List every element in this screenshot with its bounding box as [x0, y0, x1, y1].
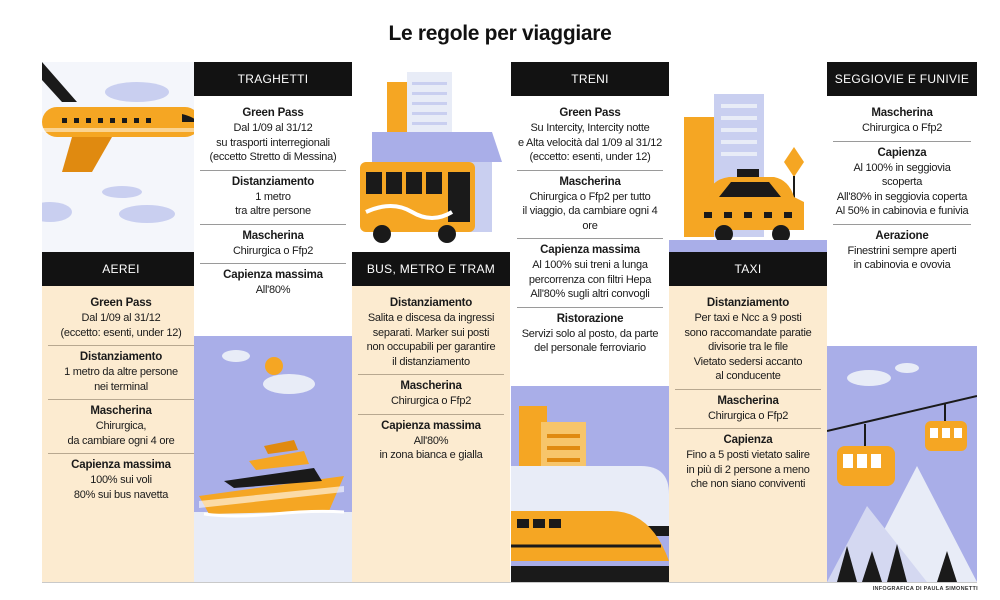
- section-heading: Capienza massima: [540, 244, 640, 256]
- section-heading: Aerazione: [875, 229, 929, 242]
- ferry-illustration: [194, 336, 352, 582]
- section-heading: Capienza: [877, 146, 927, 159]
- panel-aerei: [42, 286, 200, 582]
- section-mascherina: [48, 400, 194, 454]
- section-text: 1 metro tra altre persone: [235, 190, 311, 217]
- section-mascherina: [833, 102, 971, 142]
- bus-icon: [352, 62, 510, 252]
- section-heading: Mascherina: [400, 380, 462, 392]
- column-seggiovie: [827, 62, 977, 582]
- ferry-icon: [194, 336, 352, 582]
- section-mascherina: [517, 171, 663, 240]
- section-heading: Capienza massima: [223, 269, 323, 281]
- bus-illustration: [352, 62, 510, 252]
- section-heading: Mascherina: [717, 394, 779, 407]
- section-text: Chirurgica o Ffp2: [861, 122, 943, 134]
- cable-car-illustration: [827, 346, 977, 582]
- section-green-pass: [200, 102, 346, 171]
- panel-taxi: [669, 286, 827, 582]
- section-heading: Distanziamento: [79, 351, 163, 363]
- header-aerei: AEREI: [42, 252, 200, 286]
- section-capienza-massima: [358, 415, 504, 468]
- panel-traghetti: [194, 96, 352, 336]
- section-text: Fino a 5 posti vietato salire in più di 2 persone a meno che non siano conviventi: [686, 449, 810, 490]
- section-text: Chirurgica o Ffp2: [390, 395, 472, 407]
- section-text: Al 100% in seggiovia scoperta All'80% in seggiovia coperta Al 50% in cabinovia e funivia: [835, 161, 969, 217]
- header-bus: BUS, METRO E TRAM: [352, 252, 510, 286]
- section-text: 100% sui voli 80% sui bus navetta: [73, 474, 169, 501]
- section-mascherina: [358, 375, 504, 415]
- section-text: Su Intercity, Intercity notte e Alta velocità dal 1/09 al 31/12 (eccetto: esenti, under 12): [517, 122, 663, 163]
- section-text: Per taxi e Ncc a 9 posti sono raccomandate paratie divisorie tra le file Vietato sedersi accanto al conducente: [684, 312, 812, 382]
- airplane-icon: [42, 62, 200, 252]
- taxi-illustration: [669, 62, 827, 252]
- taxi-icon: [669, 62, 827, 252]
- section-heading: Capienza massima: [71, 459, 171, 471]
- section-text: All'80% in zona bianca e gialla: [379, 434, 483, 461]
- column-traghetti: [194, 62, 352, 582]
- column-aerei: [42, 62, 200, 582]
- section-heading: Mascherina: [871, 107, 933, 119]
- section-text: Chirurgica o Ffp2: [707, 409, 789, 422]
- header-seggiovie: SEGGIOVIE E FUNIVIE: [827, 62, 977, 96]
- section-green-pass: [48, 292, 194, 346]
- section-heading: Green Pass: [559, 107, 621, 119]
- header-traghetti: TRAGHETTI: [194, 62, 352, 96]
- train-illustration: [511, 386, 669, 582]
- section-heading: Mascherina: [242, 229, 304, 242]
- cable-car-icon: [827, 346, 977, 582]
- column-taxi: [669, 62, 827, 582]
- section-heading: Ristorazione: [556, 312, 624, 325]
- airplane-illustration: [42, 62, 200, 252]
- page-title: Le regole per viaggiare: [388, 22, 612, 45]
- section-ristorazione: [517, 308, 663, 361]
- section-capienza-massima: [48, 454, 194, 507]
- section-text: All'80%: [255, 284, 291, 296]
- section-distanziamento: [200, 171, 346, 225]
- header-taxi: TAXI: [669, 252, 827, 286]
- credit-line: INFOGRAFICA DI PAULA SIMONETTI: [872, 586, 978, 592]
- section-text: Chirurgica, da cambiare ogni 4 ore: [67, 420, 175, 447]
- section-heading: Green Pass: [90, 297, 152, 309]
- section-text: Al 100% sui treni a lunga percorrenza con filtri Hepa All'80% sugli altri convogli: [528, 259, 652, 300]
- section-text: Salita e discesa da ingressi separati. Marker sui posti non occupabili per garantire il distanziamento: [366, 312, 496, 368]
- section-text: Dal 1/09 al 31/12 (eccetto: esenti, under 12): [60, 312, 182, 339]
- section-heading: Green Pass: [242, 107, 304, 119]
- panel-seggiovie: [827, 96, 977, 346]
- section-heading: Capienza: [723, 434, 773, 446]
- section-heading: Distanziamento: [231, 175, 315, 188]
- section-capienza: [675, 429, 821, 497]
- section-green-pass: [517, 102, 663, 171]
- section-distanziamento: [48, 346, 194, 400]
- section-distanziamento: [675, 292, 821, 390]
- section-text: 1 metro da altre persone nei terminal: [64, 366, 178, 393]
- train-icon: [511, 386, 669, 582]
- section-heading: Mascherina: [90, 405, 152, 417]
- section-capienza: [833, 142, 971, 225]
- section-heading: Mascherina: [559, 175, 621, 188]
- section-mascherina: [200, 225, 346, 265]
- section-text: Finestrini sempre aperti in cabinovia e ovovia: [847, 244, 957, 271]
- panel-bus: [352, 286, 510, 582]
- section-text: Chirurgica o Ffp2: [232, 244, 314, 257]
- section-heading: Distanziamento: [389, 297, 473, 309]
- column-bus: [352, 62, 510, 582]
- section-heading: Distanziamento: [706, 297, 790, 309]
- section-heading: Capienza massima: [381, 419, 481, 432]
- section-mascherina: [675, 390, 821, 430]
- section-text: Chirurgica o Ffp2 per tutto il viaggio, da cambiare ogni 4 ore: [522, 190, 658, 232]
- section-distanziamento: [358, 292, 504, 375]
- section-text: Dal 1/09 al 31/12 su trasporti interregionali (eccetto Stretto di Messina): [209, 122, 337, 163]
- section-capienza-massima: [200, 264, 346, 303]
- section-text: Servizi solo al posto, da parte del personale ferroviario: [521, 327, 659, 354]
- header-treni: TRENI: [511, 62, 669, 96]
- section-capienza-massima: [517, 239, 663, 308]
- bottom-rule: [42, 582, 977, 583]
- panel-treni: [511, 96, 669, 386]
- column-treni: [511, 62, 669, 582]
- section-aerazione: [833, 225, 971, 278]
